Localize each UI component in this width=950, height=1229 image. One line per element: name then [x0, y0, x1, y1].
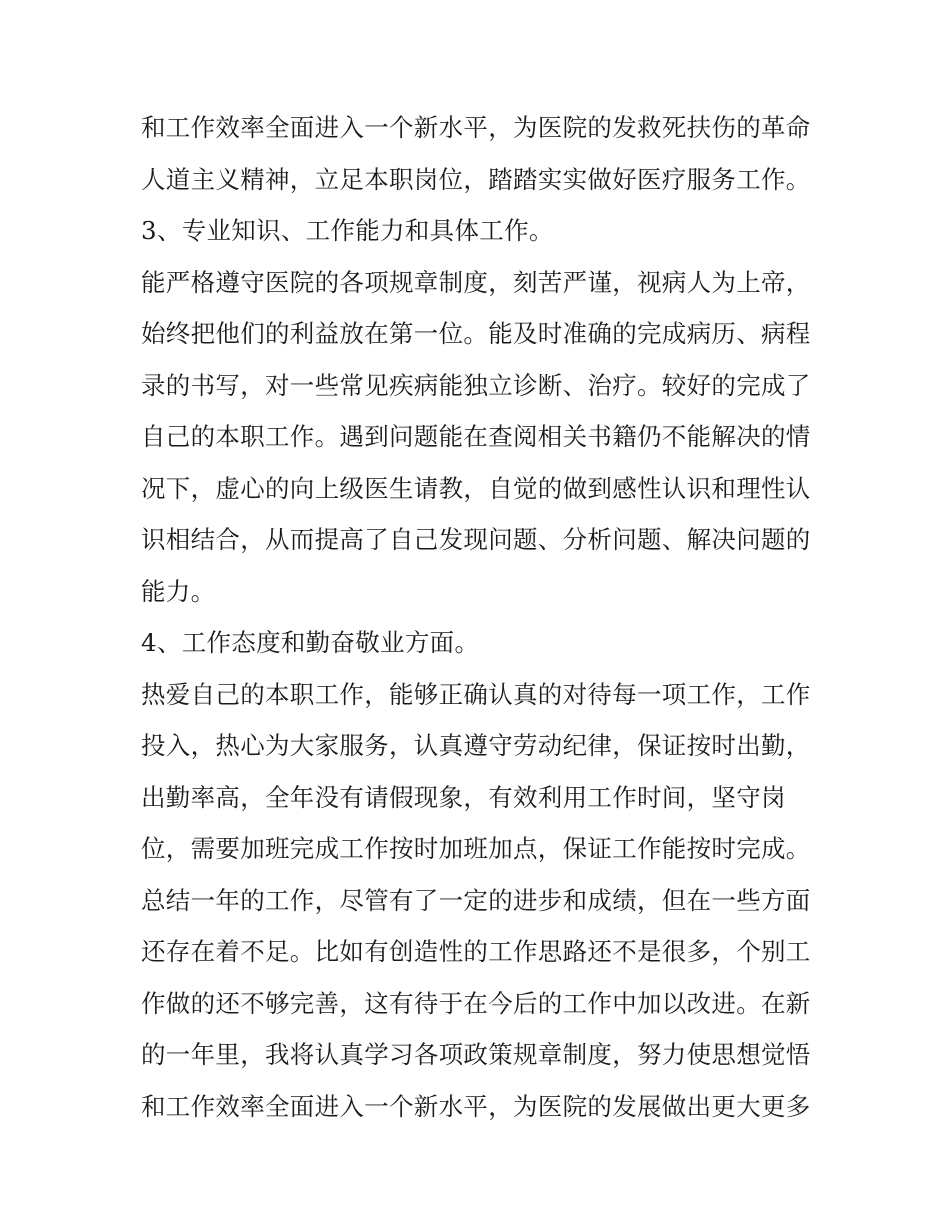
text-line: 人道主义精神，立足本职岗位，踏踏实实做好医疗服务工作。	[141, 164, 811, 194]
text-line: 录的书写，对一些常见疾病能独立诊断、治疗。较好的完成了	[141, 370, 811, 400]
text-line: 总结一年的工作，尽管有了一定的进步和成绩，但在一些方面	[141, 885, 811, 915]
text-line: 识相结合，从而提高了自己发现问题、分析问题、解决问题的	[141, 525, 811, 554]
text-line: 能严格遵守医院的各项规章制度，刻苦严谨，视病人为上帝，	[141, 267, 811, 297]
text-line: 位，需要加班完成工作按时加班加点，保证工作能按时完成。	[141, 834, 811, 863]
text-line: 能力。	[141, 576, 216, 606]
text-line: 还存在着不足。比如有创造性的工作思路还不是很多，个别工	[141, 937, 811, 966]
section-heading: 3、专业知识、工作能力和具体工作。	[141, 216, 554, 245]
text-line: 始终把他们的利益放在第一位。能及时准确的完成病历、病程	[141, 319, 811, 348]
section-heading: 4、工作态度和勤奋敬业方面。	[141, 628, 480, 657]
text-line: 况下，虚心的向上级医生请教，自觉的做到感性认识和理性认	[141, 473, 811, 503]
text-line: 作做的还不够完善，这有待于在今后的工作中加以改进。在新	[141, 988, 811, 1018]
text-line: 和工作效率全面进入一个新水平，为医院的发展做出更大更多	[141, 1091, 811, 1121]
document-body	[141, 102, 821, 1132]
text-line: 出勤率高，全年没有请假现象，有效利用工作时间，坚守岗	[141, 782, 786, 812]
text-line: 和工作效率全面进入一个新水平，为医院的发救死扶伤的革命	[141, 113, 811, 142]
text-line: 热爱自己的本职工作，能够正确认真的对待每一项工作，工作	[141, 679, 811, 709]
text-line: 自己的本职工作。遇到问题能在查阅相关书籍仍不能解决的情	[141, 422, 811, 451]
text-line: 的一年里，我将认真学习各项政策规章制度，努力使思想觉悟	[141, 1040, 811, 1069]
text-line: 投入，热心为大家服务，认真遵守劳动纪律，保证按时出勤，	[141, 731, 811, 760]
